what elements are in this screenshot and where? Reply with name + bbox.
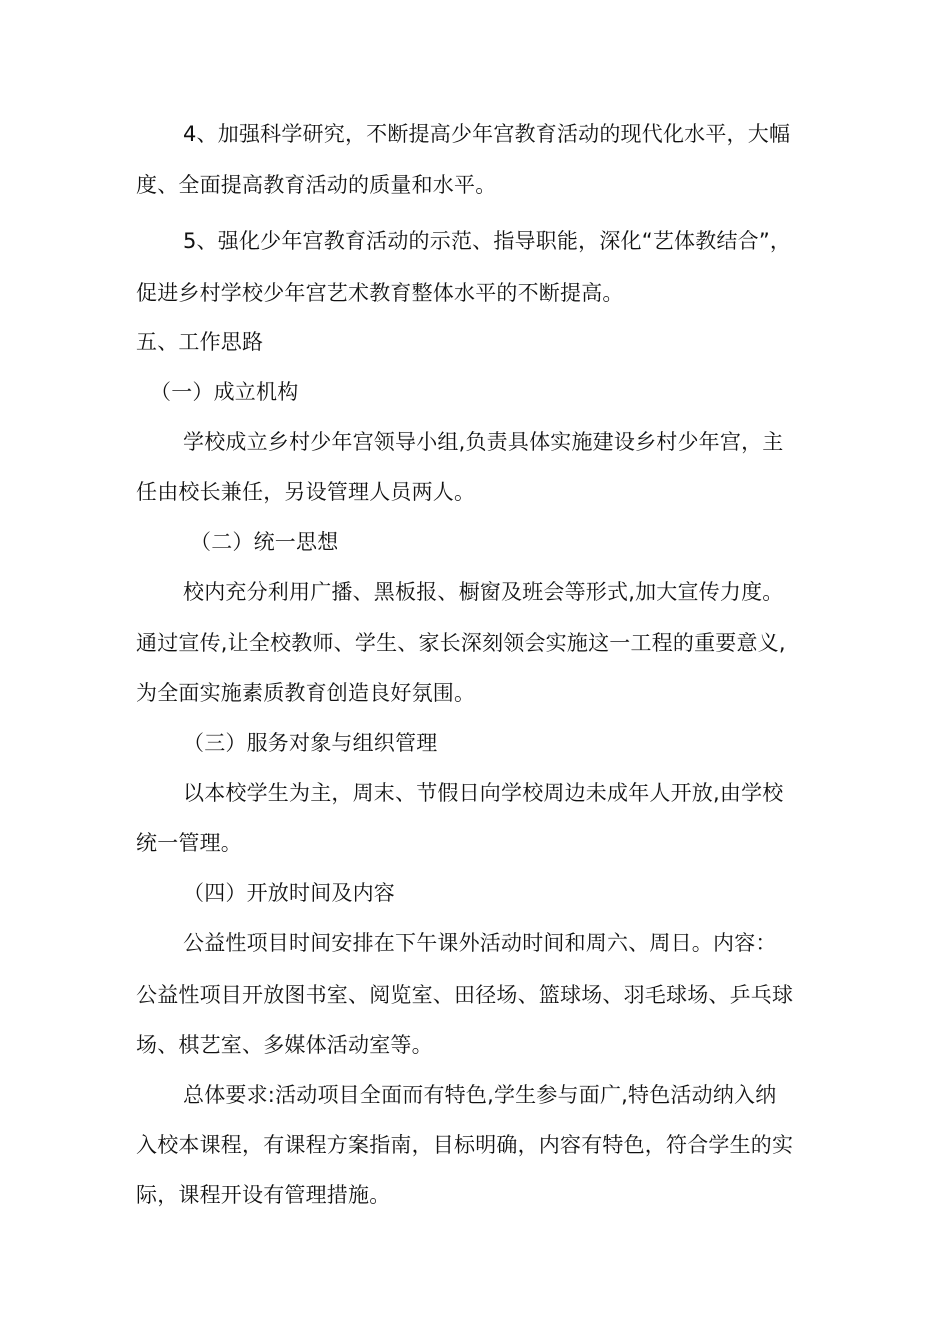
paragraph-line: 公益性项目时间安排在下午课外活动时间和周六、周日。内容：: [183, 931, 777, 955]
paragraph-line: 际，课程开设有管理措施。: [136, 1183, 391, 1207]
paragraph-line: 5、强化少年宫教育活动的示范、指导职能，深化“艺体教结合”，: [183, 229, 792, 253]
paragraph-line: 校内充分利用广播、黑板报、橱窗及班会等形式,加大宣传力度。: [183, 580, 784, 604]
paragraph-line: 为全面实施素质教育创造良好氛围。: [136, 681, 476, 705]
paragraph-line: 公益性项目开放图书室、阅览室、田径场、篮球场、羽毛球场、乒乓球: [136, 983, 794, 1007]
paragraph-line: 4、加强科学研究，不断提高少年宫教育活动的现代化水平，大幅: [183, 122, 791, 146]
subsection-heading: （三）服务对象与组织管理: [183, 731, 438, 755]
subsection-heading: （一）成立机构: [150, 380, 299, 404]
subsection-heading: （四）开放时间及内容: [183, 881, 395, 905]
paragraph-line: 场、棋艺室、多媒体活动室等。: [136, 1033, 433, 1057]
paragraph-line: 通过宣传,让全校教师、学生、家长深刻领会实施这一工程的重要意义,: [136, 631, 786, 655]
subsection-heading: （二）统一思想: [190, 530, 339, 554]
paragraph-line: 学校成立乡村少年宫领导小组,负责具体实施建设乡村少年宫，主: [183, 430, 784, 454]
section-heading: 五、工作思路: [136, 330, 264, 354]
paragraph-line: 度、全面提高教育活动的质量和水平。: [136, 173, 497, 197]
paragraph-line: 总体要求:活动项目全面而有特色,学生参与面广,特色活动纳入纳: [183, 1083, 777, 1107]
paragraph-line: 以本校学生为主，周末、节假日向学校周边未成年人开放,由学校: [183, 781, 784, 805]
paragraph-line: 任由校长兼任，另设管理人员两人。: [136, 480, 476, 504]
paragraph-line: 促进乡村学校少年宫艺术教育整体水平的不断提高。: [136, 281, 624, 305]
paragraph-line: 统一管理。: [136, 831, 242, 855]
paragraph-line: 入校本课程，有课程方案指南，目标明确，内容有特色，符合学生的实: [136, 1133, 794, 1157]
